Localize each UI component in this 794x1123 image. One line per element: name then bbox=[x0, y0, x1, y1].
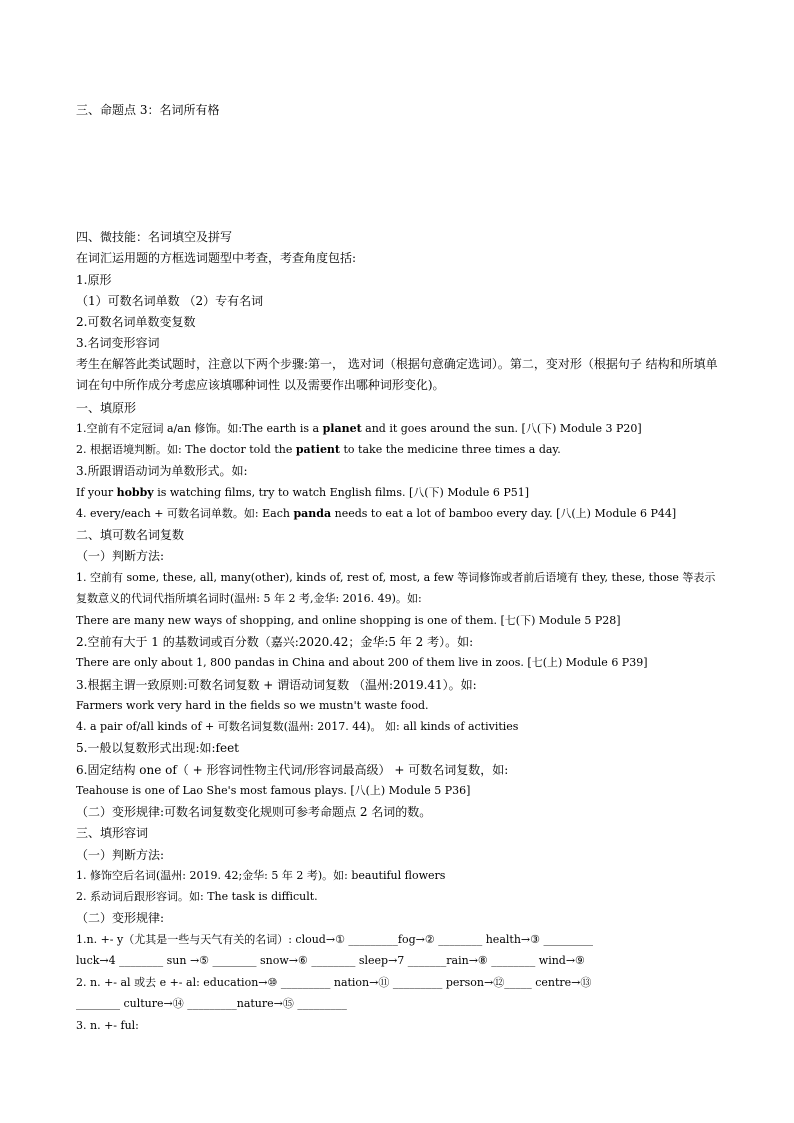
text: 2. 根据语境判断。如: The doctor told the bbox=[76, 443, 296, 456]
text: and it goes around the sun. [八(下) Module 3 P20] bbox=[361, 422, 642, 435]
part-3-exercise-1-cont: luck→4 ________ sun →⑤ ________ snow→⑥ ________ sleep→7 _______rain→⑧ ________ wind→⑨ bbox=[76, 954, 585, 967]
part-3-rule-heading: （二）变形规律: bbox=[76, 911, 165, 925]
part-2-rule-heading: （二）变形规律:可数名词复数变化规则可参考命题点 2 名词的数。 bbox=[76, 805, 432, 819]
part-2-rule-1: 1. 空前有 some, these, all, many(other), kinds of, rest of, most, a few 等词修饰或者前后语境有 they, these, those 等表示复数意义的代词代指所填名词时(温州: 5 年 2 考,金华: 2016. 49)。如: bbox=[76, 571, 716, 605]
keyword: hobby bbox=[116, 486, 154, 499]
text: 1.空前有不定冠词 a/an 修饰。如:The earth is a bbox=[76, 422, 323, 435]
part-2-rule-6: 6.固定结构 one of（ + 形容词性物主代词/形容词最高级） + 可数名词复数，如: bbox=[76, 763, 509, 777]
angle-item-2: 2.可数名词单数变复数 bbox=[76, 315, 196, 329]
part-2-judge-heading: （一）判断方法: bbox=[76, 549, 165, 563]
part-1-rule-4 bbox=[76, 507, 722, 521]
part-1-rule-1 bbox=[76, 422, 722, 436]
part-1-rule-3: 3.所跟谓语动词为单数形式。如: bbox=[76, 464, 248, 478]
part-2-rule-4: 4. a pair of/all kinds of + 可数名词复数(温州: 2017. 44)。 如: all kinds of activities bbox=[76, 720, 519, 733]
part-2-rule-2-example: There are only about 1, 800 pandas in China and about 200 of them live in zoos. [七(上) Module 6 P39] bbox=[76, 656, 648, 669]
part-3-rule-1: 1. 修饰空后名词(温州: 2019. 42;金华: 5 年 2 考)。如: beautiful flowers bbox=[76, 869, 446, 882]
part-3-exercise-1: 1.n. +- y（尤其是一些与天气有关的名词）: cloud→① _________fog→② ________ health→③ _________ bbox=[76, 933, 593, 946]
part-3-judge-heading: （一）判断方法: bbox=[76, 848, 165, 862]
section-4-heading: 四、微技能：名词填空及拼写 bbox=[76, 230, 233, 244]
part-3-rule-2: 2. 系动词后跟形容词。如: The task is difficult. bbox=[76, 890, 318, 903]
part-1-rule-3-example bbox=[76, 486, 722, 500]
part-3-heading: 三、填形容词 bbox=[76, 826, 149, 840]
text: is watching films, try to watch English films. [八(下) Module 6 P51] bbox=[153, 486, 530, 499]
keyword: panda bbox=[293, 507, 332, 520]
section-3-heading: 三、命题点 3：名词所有格 bbox=[76, 103, 220, 117]
intro-text: 在词汇运用题的方框选词题型中考查，考查角度包括: bbox=[76, 251, 357, 265]
part-1-heading: 一、填原形 bbox=[76, 401, 137, 415]
text: needs to eat a lot of bamboo every day. [八(上) Module 6 P44] bbox=[331, 507, 677, 520]
part-1-rule-2 bbox=[76, 443, 722, 457]
part-2-rule-6-example: Teahouse is one of Lao She's most famous plays. [八(上) Module 5 P36] bbox=[76, 784, 471, 797]
angle-item-3: 3.名词变形容词 bbox=[76, 336, 160, 350]
part-2-rule-3-example: Farmers work very hard in the fields so we mustn't waste food. bbox=[76, 699, 429, 712]
keyword: planet bbox=[322, 422, 362, 435]
part-3-exercise-2: 2. n. +- al 或去 e +- al: education→⑩ _________ nation→⑪ _________ person→⑫_____ centre→⑬ bbox=[76, 976, 592, 989]
part-2-heading: 二、填可数名词复数 bbox=[76, 528, 185, 542]
text: 4. every/each + 可数名词单数。如: Each bbox=[76, 507, 294, 520]
part-2-rule-1-example: There are many new ways of shopping, and online shopping is one of them. [七(下) Module 5 P28] bbox=[76, 614, 621, 627]
part-2-rule-2: 2.空前有大于 1 的基数词或百分数（嘉兴:2020.42；金华:5 年 2 考）。如: bbox=[76, 635, 474, 649]
part-2-rule-5: 5.一般以复数形式出现:如:feet bbox=[76, 741, 240, 755]
angle-item-1: 1.原形 bbox=[76, 273, 112, 287]
part-3-exercise-3: 3. n. +- ful: bbox=[76, 1019, 139, 1032]
text: If your bbox=[76, 486, 117, 499]
part-3-exercise-2-cont: ________ culture→⑭ _________nature→⑮ _________ bbox=[76, 997, 347, 1010]
advice-paragraph: 考生在解答此类试题时，注意以下两个步骤:第一， 选对词（根据句意确定选词）。第二，变对形（根据句子 结构和所填单词在句中所作成分考虑应该填哪种词性 以及需要作出哪种词形变化)。 bbox=[76, 357, 718, 392]
part-2-rule-3: 3.根据主谓一致原则:可数名词复数 + 谓语动词复数 （温州:2019.41）。如: bbox=[76, 678, 477, 692]
keyword: patient bbox=[295, 443, 341, 456]
angle-item-1-sub: （1）可数名词单数 （2）专有名词 bbox=[76, 294, 264, 308]
text: to take the medicine three times a day. bbox=[340, 443, 561, 456]
